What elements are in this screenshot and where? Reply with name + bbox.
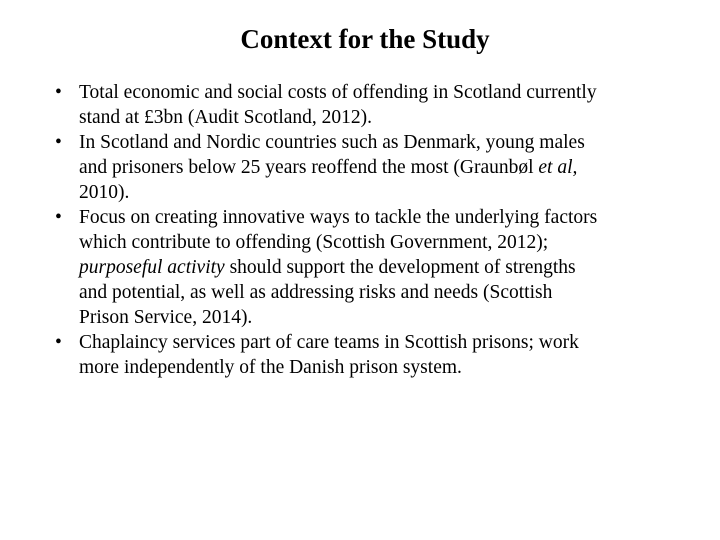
bullet-4-line-1: Chaplaincy services part of care teams in Scottish prisons; work xyxy=(79,332,579,353)
bullet-icon: • xyxy=(55,82,62,103)
bullet-item-4 xyxy=(55,330,685,380)
bullet-1-line-1: Total economic and social costs of offending in Scotland currently xyxy=(79,82,597,103)
bullet-2-line-1: In Scotland and Nordic countries such as Denmark, young males xyxy=(79,132,585,153)
bullet-3-line-2: which contribute to offending (Scottish Government, 2012); xyxy=(79,232,549,253)
bullet-2-line-2-text: and prisoners below 25 years reoffend the most (Graunbøl xyxy=(79,157,539,178)
bullet-2-line-3: 2010). xyxy=(79,182,130,203)
bullet-3-line-1: Focus on creating innovative ways to tackle the underlying factors xyxy=(79,207,598,228)
bullet-item-3 xyxy=(55,205,685,330)
bullet-3-line-3-text: should support the development of strengths xyxy=(224,257,576,278)
bullet-icon: • xyxy=(55,132,62,153)
bullet-item-1 xyxy=(55,80,685,130)
bullet-list xyxy=(55,80,685,380)
bullet-1-line-2: stand at £3bn (Audit Scotland, 2012). xyxy=(79,107,373,128)
bullet-2-line-2 xyxy=(79,155,685,180)
slide-title: Context for the Study xyxy=(240,24,490,54)
bullet-2-italic-text: et al, xyxy=(538,157,578,178)
bullet-3-line-3 xyxy=(79,255,685,280)
bullet-icon: • xyxy=(55,332,62,353)
bullet-item-2 xyxy=(55,130,685,205)
bullet-3-line-5: Prison Service, 2014). xyxy=(79,307,253,328)
bullet-4-line-2: more independently of the Danish prison system. xyxy=(79,357,462,378)
bullet-3-line-4: and potential, as well as addressing risks and needs (Scottish xyxy=(79,282,553,303)
bullet-3-italic-text: purposeful activity xyxy=(79,257,225,278)
bullet-icon: • xyxy=(55,207,62,228)
